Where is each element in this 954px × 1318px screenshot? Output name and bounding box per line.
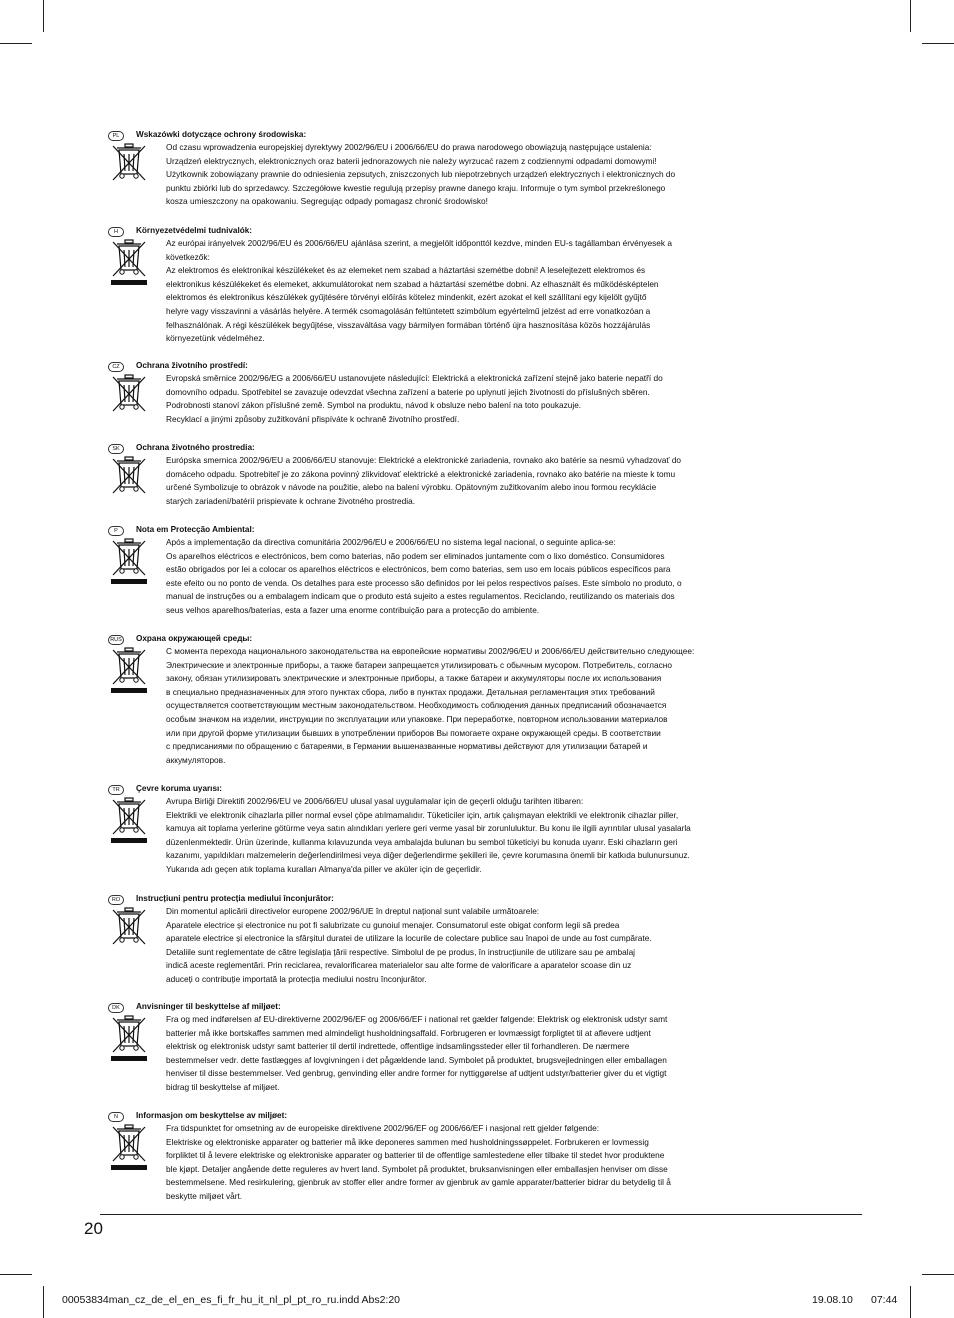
notice-line: Fra tidspunktet for omsetning av de europeiske direktivene 2002/96/EF og 2006/66/EF i nasjonal rett gjelder følgende: <box>166 1123 600 1133</box>
crossed-bin-icon <box>109 537 149 590</box>
notice-line: helyre vagy visszavinni a vásárlás helyére. A termék csomagolásán feltüntetett szimbólum egyértelmű jelzést ad erre vonatkozóan a <box>166 305 651 316</box>
notice-line: manual de instruções ou a embalagem indicam que o produto está sujeito a estes regulamentos. Reciclando, reutilizando os materiais dos <box>166 591 675 602</box>
notice-line: осуществляется соответствующим местным законодательством. Необходимость соблюдения данных предписаний обозначается <box>166 700 667 711</box>
notice-line: Электрические и электронные приборы, а также батареи запрещается утилизировать с обычным мусором. Потребитель, согласно <box>166 659 672 670</box>
notice-line: Európska smernica 2002/96/EU a 2006/66/EU stanovuje: Elektrické a elektronické zariadenia, rovnako ako batérie sa nesmú vyhadzovať do <box>166 455 682 465</box>
notice-line: Urządzeń elektrycznych, elektronicznych oraz baterii jednorazowych nie należy wyrzucać razem z codziennymi odpadami domowymi! <box>166 155 657 166</box>
notice-line: düzenlenmektedir. Ürün üzerinde, kullanma kılavuzunda veya ambalajda bulunan bu sembol tüketiciyi bu konuda uyarır. Eski cihazların geri <box>166 836 678 847</box>
footer-filename: 00053834man_cz_de_el_en_es_fi_fr_hu_it_nl_pl_pt_ro_ru.indd Abs2:20 <box>62 1294 401 1306</box>
notice-line: с предписаниями по обращению с батареями, в Германии вышеназванные нормативы действуют для утилизации батарей и <box>166 741 648 752</box>
notice-body <box>166 1013 806 1095</box>
notice-line: určené Symbolizuje to obrázok v návode na použitie, alebo na balení výrobku. Opätovným zužitkovaním alebo inou formou recyklácie <box>166 482 657 493</box>
notice-line: bidrag til beskyttelse af miljøet. <box>166 1081 280 1092</box>
notice-dk <box>108 1002 808 1092</box>
notice-line: Az elektromos és elektronikai készülékeket és az elemeket nem szabad a háztartási szemétbe dobni! A leselejtezett elektromos és <box>166 265 646 276</box>
language-code-badge: RO <box>108 895 124 905</box>
notice-line: elektrisk og elektronisk udstyr samt batterier til dertil indrettede, offentlige indsamlingssteder eller til forhandleren. De nærmere <box>166 1041 630 1052</box>
notice-line: környezetünk védelméhez. <box>166 333 265 344</box>
crossed-bin-icon <box>109 1014 149 1067</box>
crop-mark <box>910 1286 911 1318</box>
notice-title: Охрана окружающей среды: <box>136 634 253 643</box>
notice-line: особым значком на изделии, инструкции по эксплуатации или упаковке. При переработке, повторном использовании материалов <box>166 713 668 724</box>
crossed-bin-icon <box>109 455 149 500</box>
notice-line: Os aparelhos eléctricos e electrónicos, bem como baterias, não podem ser eliminados juntamente com o lixo doméstico. Consumidores <box>166 550 665 561</box>
notice-line: Elektriske og elektroniske apparater og batterier må ikke deponeres sammen med husholdningssøppelet. Forbrukeren er lovmessig <box>166 1136 649 1147</box>
notice-title: Anvisninger til beskyttelse af miljøet: <box>136 1002 281 1011</box>
crop-mark <box>43 1286 44 1318</box>
notice-line: Detaliile sunt reglementate de către legislația țării respective. Simbolul de pe produs, în instrucțiunile de utilizare sau pe ambalaj <box>166 946 636 957</box>
crossed-bin-icon <box>109 796 149 849</box>
notice-line: forpliktet til å levere elektriske og elektroniske apparater og batterier til de offentlige samlestedene eller tilbake til stedet hvor produktene <box>166 1150 665 1161</box>
crossed-bin-icon <box>109 1123 149 1176</box>
notice-line: Fra og med indførelsen af EU-direktiverne 2002/96/EF og 2006/66/EF i national ret gælder følgende: Elektrisk og elektronisk udstyr samt <box>166 1014 668 1024</box>
notice-line: bestemmelsene. Med resirkulering, gjenbruk av stoffer eller andre former av gjenbruk av gamle apparater/batterier bidrar du betydelig til å <box>166 1177 671 1188</box>
notice-line: kazanımı, yapıldıkları malzemelerin değerlendirilmesi veya diğer değerlendirme şekilleri ile, çevre korumasına önemli bir katkıda bulunursunuz. <box>166 850 690 861</box>
language-code-badge: SK <box>108 444 124 454</box>
crop-mark <box>922 1274 954 1275</box>
notice-line: Podrobnosti stanoví zákon příslušné země. Symbol na produktu, návod k obsluze nebo balení na toto poukazuje. <box>166 400 582 411</box>
notice-title: Ochrana životního prostředí: <box>136 361 248 370</box>
notice-line: Az európai irányelvek 2002/96/EU és 2006/66/EU ajánlása szerint, a megjelölt időponttól kezdve, minden EU-s tagállamban érvényesek a <box>166 238 672 248</box>
notice-body <box>166 454 806 508</box>
notice-line: Od czasu wprowadzenia europejskiej dyrektywy 2002/96/EU i 2006/66/EU do prawa narodowego obowiązują następujące ustalenia: <box>166 142 652 152</box>
notice-line: kamuya ait toplama yerlerine götürme veya satın alındıkları yerlere geri verme yasal bir zorunluluktur. Bu konu ile ilgili ayrıntılar ulusal yasalarla <box>166 823 691 834</box>
language-code-badge: N <box>108 1112 124 1122</box>
notice-line: aparatele electrice și electronice la sfârșitul duratei de utilizare la locurile de colectare publice sau înapoi de unde au fost cumpărate. <box>166 933 652 944</box>
notice-line: elektromos és elektronikus készülékek gyűjtésére törvényi előírás kötelez mindenkit, ezért azokat el kell szállítani egy kijelölt gyűjtő <box>166 292 647 303</box>
notice-p <box>108 525 808 615</box>
notice-line: Aparatele electrice și electronice nu pot fi salubrizate cu gunoiul menajer. Consumatorul este obigat conform legii să predea <box>166 919 620 930</box>
notice-line: ble kjøpt. Detaljer angående dette reguleres av hvert land. Symbolet på produktet, bruksanvisningen eller emballasjen henviser om disse <box>166 1163 668 1174</box>
notice-line: Evropská směrnice 2002/96/EG a 2006/66/EU ustanovujete následující: Elektrická a elektronická zařízení stejně jako baterie nepatří do <box>166 373 663 383</box>
notice-line: С момента перехода национального законодательства на европейские нормативы 2002/96/EU и 2006/66/EU действительно следующее: <box>166 646 695 656</box>
notice-line: в специально предназначенных для этого пунктах сбора, либо в пунктах продажи. Детальная регламентация этих требований <box>166 686 655 697</box>
language-code-badge: H <box>108 227 124 237</box>
language-code-badge: P <box>108 526 124 536</box>
notice-line: bestemmelser vedr. dette fastlægges af lovgivningen i det pågældende land. Symbolet på produktet, brugsvejledningen eller emballagen <box>166 1054 667 1065</box>
notice-line: domáceho odpadu. Spotrebiteľ je zo zákona povinný zlikvidovať elektrické a elektronické zariadenia, rovnako ako batérie na mieste k tomu <box>166 468 676 479</box>
notice-title: Informasjon om beskyttelse av miljøet: <box>136 1111 288 1120</box>
crossed-bin-icon <box>109 142 149 187</box>
notice-n <box>108 1111 808 1201</box>
crossed-bin-icon <box>109 906 149 951</box>
notice-tr <box>108 784 808 874</box>
notice-rus <box>108 634 808 765</box>
page-divider <box>100 1214 862 1215</box>
notice-line: domovního odpadu. Spotřebitel se zavazuje odevzdat všechna zařízení a baterie po uplynutí jejich životnosti do příslušných sběren. <box>166 386 650 397</box>
notice-body <box>166 536 806 618</box>
notice-line: Użytkownik zobowiązany prawnie do odniesienia zepsutych, zniszczonych lub niepotrzebnych urządzeń elektrycznych i elektronicznych do <box>166 169 676 180</box>
notice-line: este efeito ou no ponto de venda. Os detalhes para este processo são definidos por lei pelos respectivos países. Este símbolo no produto, o <box>166 577 682 588</box>
notice-body <box>166 372 806 426</box>
notice-h <box>108 226 808 344</box>
notice-line: következők: <box>166 251 210 262</box>
notice-line: punktu zbiórki lub do sprzedawcy. Szczegółowe kwestie regulują przepisy prawne danego kraju. Informuje o tym symbol przekreślonego <box>166 182 666 193</box>
notice-line: kosza umieszczony na opakowaniu. Segregując odpady pomagasz chronić środowisko! <box>166 196 488 207</box>
notice-line: felhasználónak. A régi készülékek begyűjtése, visszaváltása vagy bármilyen formában történő újra hasznosítása közös hozzájárulás <box>166 319 651 330</box>
notice-line: или при другой форме утилизации бывших в употреблении приборов Вы помогаете охране окружающей среды. В соответствии <box>166 727 661 738</box>
notice-line: закону, обязан утилизировать электрические и электронные приборы, а также батареи и аккумуляторы после их использования <box>166 673 662 684</box>
notice-line: Yukarıda adı geçen atık toplama kuralları Almanya'da piller ve aküler için de geçerlidir. <box>166 863 482 874</box>
notice-body <box>166 905 806 987</box>
notice-line: estão obrigados por lei a colocar os aparelhos eléctricos e electrónicos, bem como baterias, sem uso em locais públicos específicos para <box>166 564 671 575</box>
crop-mark <box>43 0 44 32</box>
notice-body <box>166 795 806 877</box>
notice-line: batterier må ikke bortskaffes sammen med almindeligt husholdningsaffald. Forbrugeren er lovmæssigt forpligtet til at aflevere udtjent <box>166 1027 651 1038</box>
crop-mark <box>0 43 32 44</box>
notice-ro <box>108 894 808 984</box>
notice-line: аккумуляторов. <box>166 754 226 765</box>
language-code-badge: TR <box>108 785 124 795</box>
crossed-bin-icon <box>109 373 149 418</box>
language-code-badge: PL <box>108 131 124 141</box>
notice-line: elektronikus készülékeket és elemeket, akkumulátorokat nem szabad a háztartási szemétbe dobni. Az elhasznált és működésképtelen <box>166 278 659 289</box>
notice-title: Nota em Protecção Ambiental: <box>136 525 255 534</box>
notice-line: Din momentul aplicării directivelor europene 2002/96/UE în dreptul național sunt valabile următoarele: <box>166 906 540 916</box>
notice-title: Ochrana životného prostredia: <box>136 443 255 452</box>
notice-body <box>166 237 806 346</box>
crop-mark <box>0 1274 32 1275</box>
notice-line: beskytte miljøet vårt. <box>166 1190 243 1201</box>
language-code-badge: DK <box>108 1003 124 1013</box>
crop-mark <box>922 43 954 44</box>
footer-time: 07:44 <box>871 1294 898 1306</box>
notice-cz <box>108 361 808 424</box>
page-number: 20 <box>84 1219 103 1238</box>
notice-title: Környezetvédelmi tudnivalók: <box>136 226 253 235</box>
crossed-bin-icon <box>109 238 149 291</box>
notice-line: Avrupa Birliği Direktifi 2002/96/EU ve 2006/66/EU ulusal yasal uygulamalar için de geçerli olduğu tarihten itibaren: <box>166 796 584 806</box>
language-code-badge: RUS <box>108 635 124 645</box>
notice-line: henviser til disse bestemmelser. Ved genbrug, genvinding eller andre former for nyttiggørelse af udtjent udstyr/batterier giver du et vigtigt <box>166 1068 667 1079</box>
notice-body <box>166 1122 806 1204</box>
notice-sk <box>108 443 808 506</box>
notice-title: Wskazówki dotyczące ochrony środowiska: <box>136 130 307 139</box>
footer-date: 19.08.10 <box>812 1294 853 1306</box>
crop-mark <box>910 0 911 32</box>
notice-title: Instrucțiuni pentru protecția mediului înconjurător: <box>136 894 334 903</box>
notice-line: Recyklací a jinými způsoby zužitkování přispíváte k ochraně životního prostředí. <box>166 413 460 424</box>
notice-body <box>166 645 806 767</box>
notice-line: Elektrikli ve elektronik cihazlarla piller normal evsel çöpe atılmamalıdır. Tüketiciler için, artık çalışmayan elektrikli ve elektronik cihazlar piller, <box>166 809 679 820</box>
language-code-badge: CZ <box>108 362 124 372</box>
notice-line: starých zariadení/batérií prispievate k ochrane životného prostredia. <box>166 495 416 506</box>
notice-line: aduceți o contribuție importată la protecția mediului nostru înconjurător. <box>166 973 427 984</box>
notice-pl <box>108 130 808 207</box>
crossed-bin-icon <box>109 646 149 699</box>
notice-line: seus velhos aparelhos/baterias, esta a fazer uma enorme contribuição para a protecção do ambiente. <box>166 604 540 615</box>
notice-body <box>166 141 806 209</box>
notice-title: Çevre koruma uyarısı: <box>136 784 223 793</box>
notice-line: Após a implementação da directiva comunitária 2002/96/EU e 2006/66/EU no sistema legal nacional, o seguinte aplica-se: <box>166 537 616 547</box>
notice-line: indică aceste reglementări. Prin reciclarea, revalorificarea materialelor sau alte forme de valorificare a aparatelor scoase din uz <box>166 960 632 971</box>
